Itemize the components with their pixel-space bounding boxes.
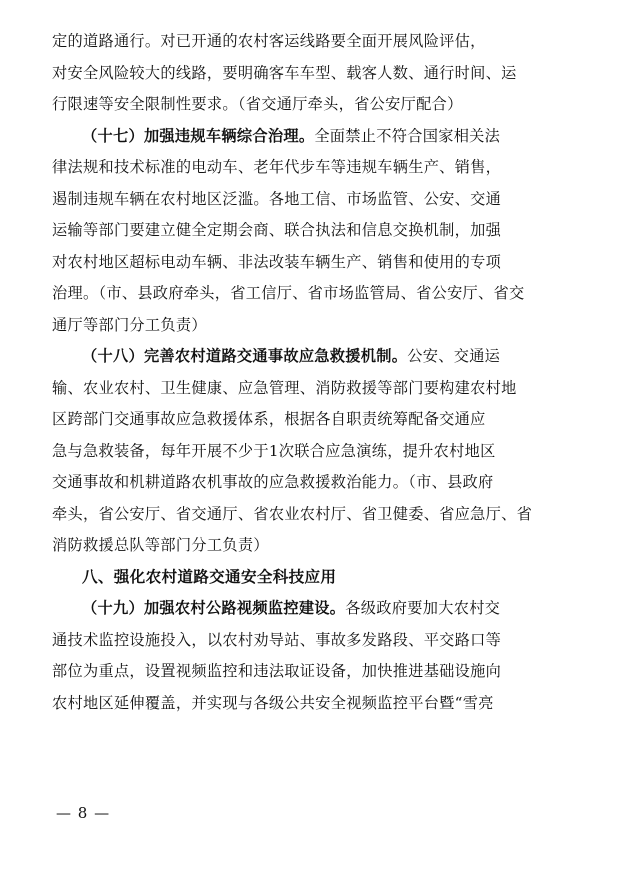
text-line: 交通事故和机耕道路农机事故的应急救援救治能力。（市、县政府 (52, 473, 494, 491)
text-line: 定的道路通行。对已开通的农村客运线路要全面开展风险评估， (52, 32, 486, 50)
document-body (52, 26, 586, 719)
clause-heading: （十八）完善农村道路交通事故应急救援机制。 (82, 347, 408, 365)
text-line: 通技术监控设施投入，以农村劝导站、事故多发路段、平交路口等 (52, 630, 502, 649)
text-line: 急与急救装备，每年开展不少于1次联合应急演练，提升农村地区 (52, 441, 496, 460)
clause-text: 全面禁止不符合国家相关法 (314, 126, 501, 145)
text-line: 遏制违规车辆在农村地区泛滥。各地工信、市场监管、公安、交通 (52, 189, 502, 208)
clause-text: 公安、交通运 (407, 347, 501, 365)
text-line: 治理。（市、县政府牵头，省工信厅、省市场监管局、省公安厅、省交 (52, 284, 525, 302)
text-line: 通厅等部门分工负责） (52, 315, 207, 334)
text-line: 区跨部门交通事故应急救援体系，根据各自职责统筹配备交通应 (52, 410, 486, 428)
text-line: 律法规和技术标准的电动车、老年代步车等违规车辆生产、销售， (52, 158, 502, 176)
page-number: — 8 — (56, 804, 111, 822)
text-line: 行限速等安全限制性要求。（省交通厅牵头，省公安厅配合） (52, 95, 463, 113)
text-line (52, 341, 586, 373)
text-line: 部位为重点，设置视频监控和违法取证设备，加快推进基础设施向 (52, 662, 502, 680)
clause-heading: （十九）加强农村公路视频监控建设。 (82, 599, 346, 617)
text-line: 对农村地区超标电动车辆、非法改装车辆生产、销售和使用的专项 (52, 252, 502, 271)
text-line: 输、农业农村、卫生健康、应急管理、消防救援等部门要构建农村地 (52, 378, 517, 397)
text-line (52, 593, 586, 625)
text-line: 对安全风险较大的线路，要明确客车车型、载客人数、通行时间、运 (52, 63, 517, 82)
text-line: 消防救援总队等部门分工负责） (52, 536, 269, 554)
clause-text: 各级政府要加大农村交 (345, 599, 501, 617)
text-line: 牵头，省公安厅、省交通厅、省农业农村厅、省卫健委、省应急厅、省 (52, 504, 533, 523)
section-heading: 八、强化农村道路交通安全科技应用 (82, 567, 337, 586)
text-line: 运输等部门要建立健全定期会商、联合执法和信息交换机制，加强 (52, 221, 502, 239)
text-line: 农村地区延伸覆盖，并实现与各级公共安全视频监控平台暨“雪亮 (52, 693, 494, 712)
text-line (52, 121, 586, 153)
clause-heading: （十七）加强违规车辆综合治理。 (82, 126, 315, 145)
